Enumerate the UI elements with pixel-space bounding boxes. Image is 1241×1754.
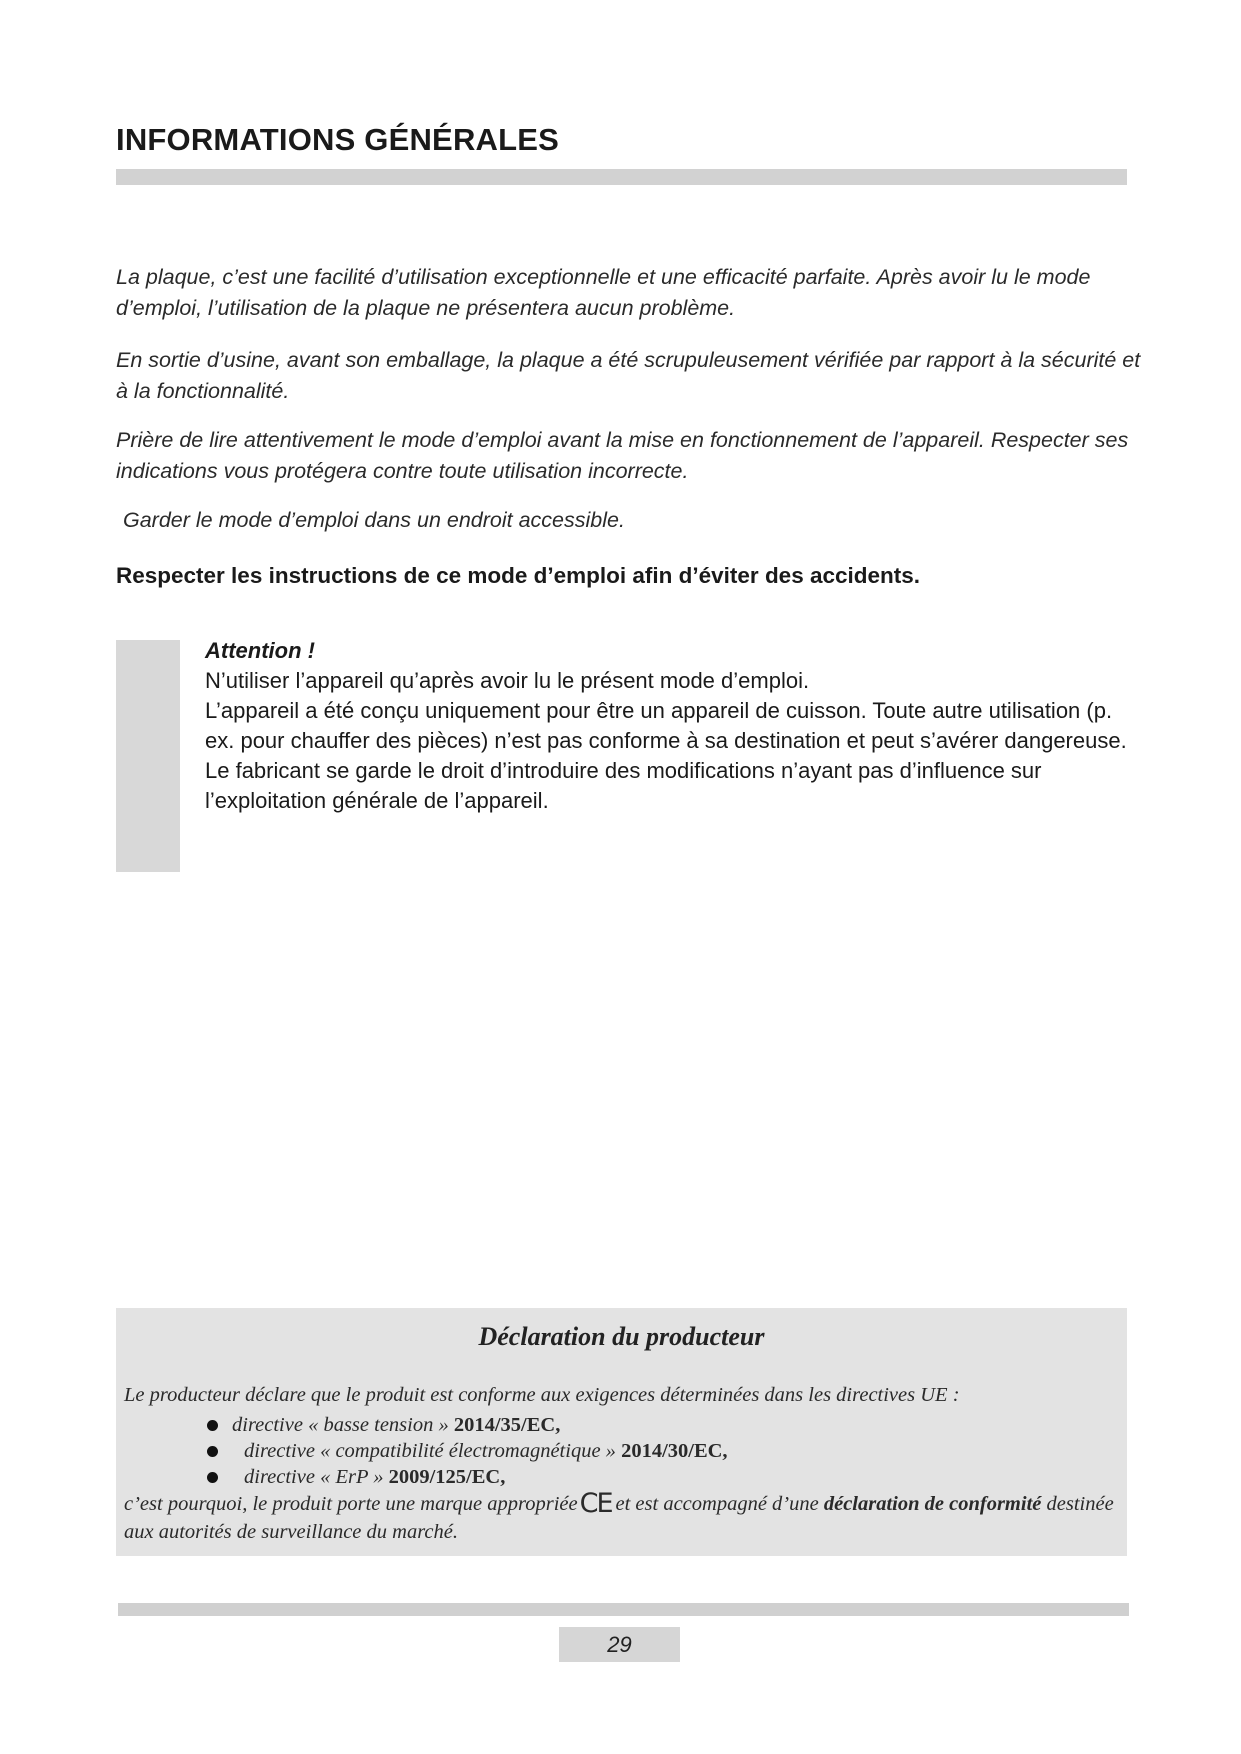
intro-paragraph-1: La plaque, c’est une facilité d’utilisation exceptionnelle et une efficacité parfaite. Après avoir lu le mode d’emploi, l’utilisation de la plaque ne présentera aucun problème. bbox=[116, 265, 1091, 320]
attention-line-2: L’appareil a été conçu uniquement pour être un appareil de cuisson. Toute autre utilisation (p. ex. pour chauffer des pièces) n’est pas conforme à sa destination et peut s’avérer dangereuse. bbox=[205, 698, 1127, 753]
page-number: 29 bbox=[559, 1627, 680, 1662]
intro-paragraph-2: En sortie d’usine, avant son emballage, la plaque a été scrupuleusement vérifiée par rapport à la sécurité et à la fonctionnalité. bbox=[116, 348, 1141, 403]
bullet-icon bbox=[207, 1420, 218, 1431]
page-title: INFORMATIONS GÉNÉRALES bbox=[116, 122, 560, 157]
safety-instruction: Respecter les instructions de ce mode d’emploi afin d’éviter des accidents. bbox=[116, 563, 921, 588]
attention-title: Attention ! bbox=[205, 638, 315, 663]
footer-divider bbox=[118, 1603, 1129, 1616]
directive-list bbox=[116, 1412, 728, 1490]
intro-paragraph-3: Prière de lire attentivement le mode d’emploi avant la mise en fonctionnement de l’appareil. Respecter ses indications vous protégera contre toute utilisation incorrecte. bbox=[116, 428, 1129, 483]
directive-item: directive « compatibilité électromagnétique » 2014/30/EC, bbox=[116, 1438, 728, 1464]
declaration-closing: c’est pourquoi, le produit porte une marque appropriéeCE et est accompagné d’une déclaration de conformité destinée aux autorités de surveillance du marché. bbox=[124, 1488, 1114, 1543]
directive-item: directive « ErP » 2009/125/EC, bbox=[116, 1464, 728, 1490]
attention-line-1: N’utiliser l’appareil qu’après avoir lu le présent mode d’emploi. bbox=[205, 668, 810, 693]
attention-side-bar bbox=[116, 640, 180, 872]
bullet-icon bbox=[207, 1472, 218, 1483]
header-divider bbox=[116, 169, 1127, 185]
intro-paragraph-4: Garder le mode d’emploi dans un endroit accessible. bbox=[123, 508, 625, 532]
bullet-icon bbox=[207, 1446, 218, 1457]
directive-item: directive « basse tension » 2014/35/EC, bbox=[116, 1412, 728, 1438]
declaration-intro: Le producteur déclare que le produit est conforme aux exigences déterminées dans les directives UE : bbox=[124, 1384, 960, 1406]
manufacturer-declaration-box bbox=[116, 1308, 1127, 1556]
attention-line-3: Le fabricant se garde le droit d’introduire des modifications n’ayant pas d’influence sur l’exploitation générale de l’appareil. bbox=[205, 758, 1042, 813]
declaration-title: Déclaration du producteur bbox=[478, 1322, 765, 1351]
ce-mark-icon: CE bbox=[579, 1488, 612, 1519]
attention-block bbox=[205, 636, 1135, 816]
